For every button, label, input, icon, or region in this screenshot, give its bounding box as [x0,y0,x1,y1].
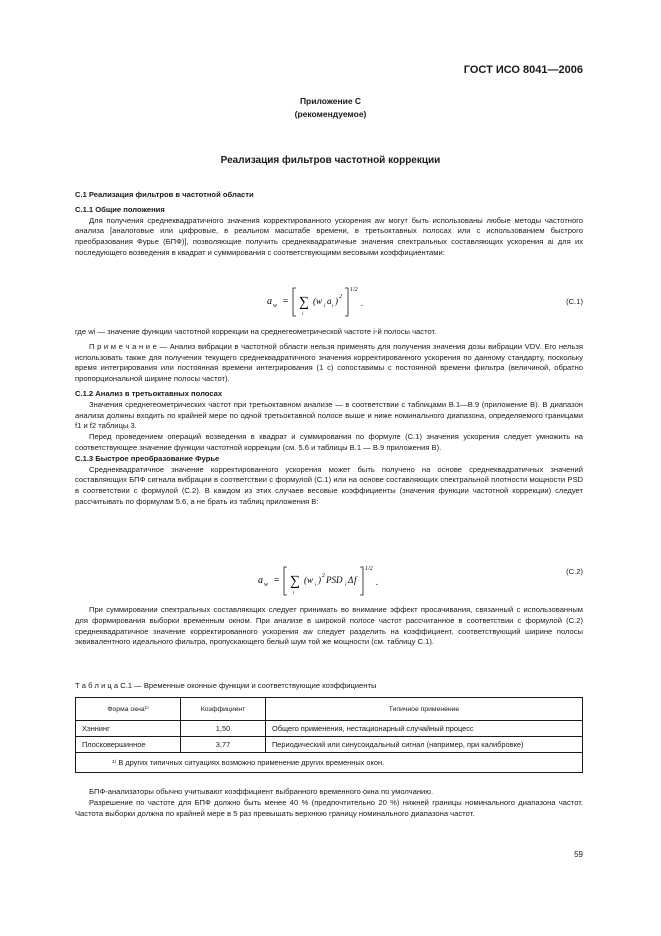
annex-title: Реализация фильтров частотной коррекции [220,155,441,166]
svg-text:i: i [332,304,334,309]
formula-c1 [265,282,385,322]
equation-number-c1: (С.1) [566,297,583,306]
paragraph-analyzers: БПФ-анализаторы обычно учитывают коэффициент выбранного временного окна по умолчанию. [89,787,434,796]
section-c11-continued [75,327,583,508]
table-header-coefficient: Коэффициент [181,698,266,721]
table-row [76,737,583,753]
note-label: П р и м е ч а н и е [89,341,157,351]
annex-label: Приложение С [299,96,362,106]
svg-text:a: a [258,575,263,586]
table-row [76,721,583,737]
paragraph-where: где wi — значение функции частотной коррекции на среднегеометрической частоте i-й полосы частот. [75,327,437,336]
svg-text:2: 2 [322,573,325,579]
table-cell: 1,50 [181,721,266,737]
svg-text:.: . [361,298,364,308]
svg-text:1/2: 1/2 [350,287,358,293]
table-cell: Периодический или синусоидальный сигнал (например, при калибровке) [266,737,583,753]
section-leakage [75,605,583,648]
svg-text:.: . [376,577,379,587]
paragraph-intro: Для получения среднеквадратичного значения корректированного ускорения aw могут быть использованы любые методы частотного анализа [аналоговые или цифровые, в реальном масштабе времени, в третьоктавных полосах или с использованием быстрого преобразования Фурье (БПФ)], позволяющие получить среднеквадратичные значения спектральных составляющих ускорения ai для их последующего возведения в квадрат и суммирования с соответствующими весовыми коэффициентами: [75,215,583,257]
table-header-window: Форма окна¹⁾ [76,698,181,721]
svg-text:PSD: PSD [326,575,343,585]
table-cell: Хэннинг [76,721,181,737]
section-fft-analyzers [75,787,583,819]
svg-text:=: = [282,296,289,307]
svg-text:(w: (w [313,296,322,306]
svg-text:1/2: 1/2 [365,566,373,572]
table-footnote: ¹⁾ В других типичных ситуациях возможно применение других временных окон. [76,753,583,773]
svg-text:w: w [273,303,278,309]
annex-status: (рекомендуемое) [294,109,367,119]
svg-text:a: a [267,296,272,307]
table-header-application: Типичное применение [266,698,583,721]
section-c1-block [75,190,583,259]
svg-text:w: w [264,582,269,588]
paragraph-weighting: Перед проведением операций возведения в квадрат и суммирования по формуле (С.1) значения ускорения следует умножить на соответствующее значение функции частотной коррекции (см. 5.6 и таблицы В.1 — В.9 приложения В). [75,432,583,452]
svg-text:i: i [315,583,317,588]
svg-text:): ) [335,296,338,306]
table-header-row [76,698,583,721]
svg-text:i: i [324,304,326,309]
paragraph-third-octave: Значения среднегеометрических частот при третьоктавном анализе — в соответствии с таблицами В.1—В.9 (приложение В). В диапазон анализа должны входить по крайней мере по одной третьоктавной полосе выше и ниже номинального диапазона, определяемого границами f1 и f2 таблицы 3. [75,399,583,431]
heading-c13: С.1.3 Быстрое преобразование Фурье [75,453,220,463]
svg-text:2: 2 [339,294,342,300]
note-text: — Анализ вибрации в частотной области нельзя применять для получения значения дозы вибрации VDV. Его нельзя использовать также для получения текущего среднеквадратичного значения корректированного ускорения по данному стандарту, поскольку время интегрирования или постоянная времени интегрирования (1 с) сопоставимы с постоянной времени фильтра (величиной, обратно пропорциональной ширине полосы частот). [75,341,583,384]
table-cell: Общего применения, нестационарный случайный процесс [266,721,583,737]
svg-text:): ) [318,575,321,585]
paragraph-fft: Среднеквадратичное значение корректированного ускорения может быть получено на основе среднеквадратичных значений составляющих БПФ сигнала вибрации в соответствии с формулой (С.1) или на основе составляющих спектральной плотности мощности PSD в соответствии с формулой (С.2). В каждом из этих случаев весовые коэффициенты (значения функции частотной коррекции) следует рассчитывать по формулам 5.6, а не брать из таблиц приложения В: [75,464,583,506]
paragraph-resolution: Разрешение по частоте для БПФ должно быть менее 40 % (предпочтительно 20 %) нижней границы номинального диапазона частот. Частота выборки должна по крайней мере в 5 раз превышать верхнюю границу номинального диапазона частот. [75,797,583,818]
svg-text:∑: ∑ [290,574,300,589]
note-paragraph [75,342,583,385]
window-functions-table [75,697,583,773]
table-cell: Плосковершинное [76,737,181,753]
svg-text:Δ: Δ [348,575,354,585]
heading-c12: С.1.2 Анализ в третьоктавных полосах [75,388,223,398]
table-footnote-row [76,753,583,773]
table-caption [75,681,376,690]
table-caption-label: Т а б л и ц а [75,681,119,690]
table-caption-text: С.1 — Временные оконные функции и соответствующие коэффициенты [118,681,377,690]
svg-text:f: f [354,575,357,585]
paragraph-leakage: При суммировании спектральных составляющих следует принимать во внимание эффект просачивания, связанный с использованным для формирования выборки временным окном. При анализе в широкой полосе частот рассчитанное в соответствии с формулой (С.2) среднеквадратичное значение корректированного ускорения aw следует разделить на коэффициент, соответствующий ширине полосы эквивалентного идеального фильтра, пропускающего белый шум той же мощности (см. таблицу С.1). [75,605,583,647]
svg-text:i: i [345,583,347,588]
table-cell: 3,77 [181,737,266,753]
equation-number-c2: (С.2) [566,567,583,576]
heading-c1: С.1 Реализация фильтров в частотной области [75,190,254,199]
svg-text:∑: ∑ [299,295,309,310]
formula-c2 [256,561,416,601]
svg-text:i: i [293,591,295,596]
svg-text:(w: (w [304,575,313,585]
document-id: ГОСТ ИСО 8041—2006 [463,64,583,76]
heading-c11: С.1.1 Общие положения [75,204,165,214]
svg-text:i: i [302,312,304,317]
svg-text:a: a [327,296,332,306]
page-number: 59 [574,850,583,859]
svg-text:=: = [273,575,280,586]
